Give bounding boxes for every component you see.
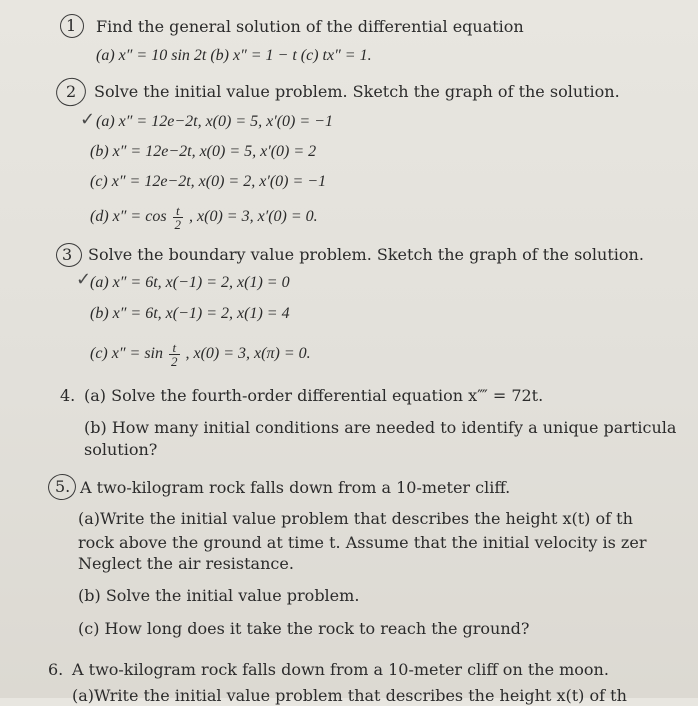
problem-2d-denominator: 2: [174, 217, 182, 232]
problem-5-number: 5.: [55, 477, 71, 496]
problem-1-parts: (a) x″ = 10 sin 2t (b) x″ = 1 − t (c) tx″ = 1.: [96, 47, 372, 64]
problem-6-number: 6.: [48, 660, 64, 679]
problem-2b: (b) x″ = 12e−2t, x(0) = 5, x′(0) = 2: [90, 143, 317, 160]
problem-4b-line2: solution?: [84, 440, 158, 459]
problem-5a-line3: Neglect the air resistance.: [78, 554, 294, 573]
problem-2c: (c) x″ = 12e−2t, x(0) = 2, x′(0) = −1: [90, 173, 327, 190]
check-mark-2a: ✓: [80, 109, 96, 130]
problem-3c-numerator: t: [169, 341, 180, 355]
problem-4-number: 4.: [60, 386, 76, 405]
problem-5c: (c) How long does it take the rock to reach the ground?: [78, 619, 530, 638]
problem-2a: (a) x″ = 12e−2t, x(0) = 5, x′(0) = −1: [96, 113, 333, 130]
problem-6-title: A two-kilogram rock falls down from a 10-meter cliff on the moon.: [72, 660, 609, 679]
check-mark-3a: ✓: [76, 269, 92, 290]
problem-2d-left: (d) x″ = cos: [90, 208, 167, 226]
problem-4b-line1: (b) How many initial conditions are needed to identify a unique particula: [84, 418, 677, 437]
problem-1-title: Find the general solution of the differential equation: [96, 17, 524, 36]
problem-5b: (b) Solve the initial value problem.: [78, 586, 360, 605]
problem-4a: (a) Solve the fourth-order differential equation x⁗ = 72t.: [84, 386, 544, 405]
problem-3a: (a) x″ = 6t, x(−1) = 2, x(1) = 0: [90, 274, 290, 291]
problem-5a-line2: rock above the ground at time t. Assume that the initial velocity is zer: [78, 533, 647, 552]
problem-5-title: A two-kilogram rock falls down from a 10-meter cliff.: [80, 478, 511, 497]
problem-3-number: 3: [62, 245, 73, 264]
problem-2d-fraction: [173, 204, 184, 231]
problem-3b: (b) x″ = 6t, x(−1) = 2, x(1) = 4: [90, 305, 290, 322]
problem-3c-left: (c) x″ = sin: [90, 345, 163, 363]
problem-5a-line1: (a)Write the initial value problem that describes the height x(t) of th: [78, 509, 633, 528]
problem-2d-right: , x(0) = 3, x′(0) = 0.: [189, 208, 318, 226]
problem-3c: [90, 341, 311, 368]
problem-6a-partial: (a)Write the initial value problem that describes the height x(t) of th: [72, 686, 627, 705]
problem-3c-fraction: [169, 341, 180, 368]
problem-1-number: 1: [66, 16, 77, 35]
problem-3c-right: , x(0) = 3, x(π) = 0.: [185, 345, 311, 363]
problem-2d-numerator: t: [173, 204, 184, 218]
problem-2-number: 2: [66, 82, 77, 101]
problem-3c-denominator: 2: [171, 354, 178, 369]
problem-3-title: Solve the boundary value problem. Sketch the graph of the solution.: [88, 245, 644, 264]
problem-2d: [90, 204, 318, 231]
problem-2-title: Solve the initial value problem. Sketch the graph of the solution.: [94, 82, 620, 101]
